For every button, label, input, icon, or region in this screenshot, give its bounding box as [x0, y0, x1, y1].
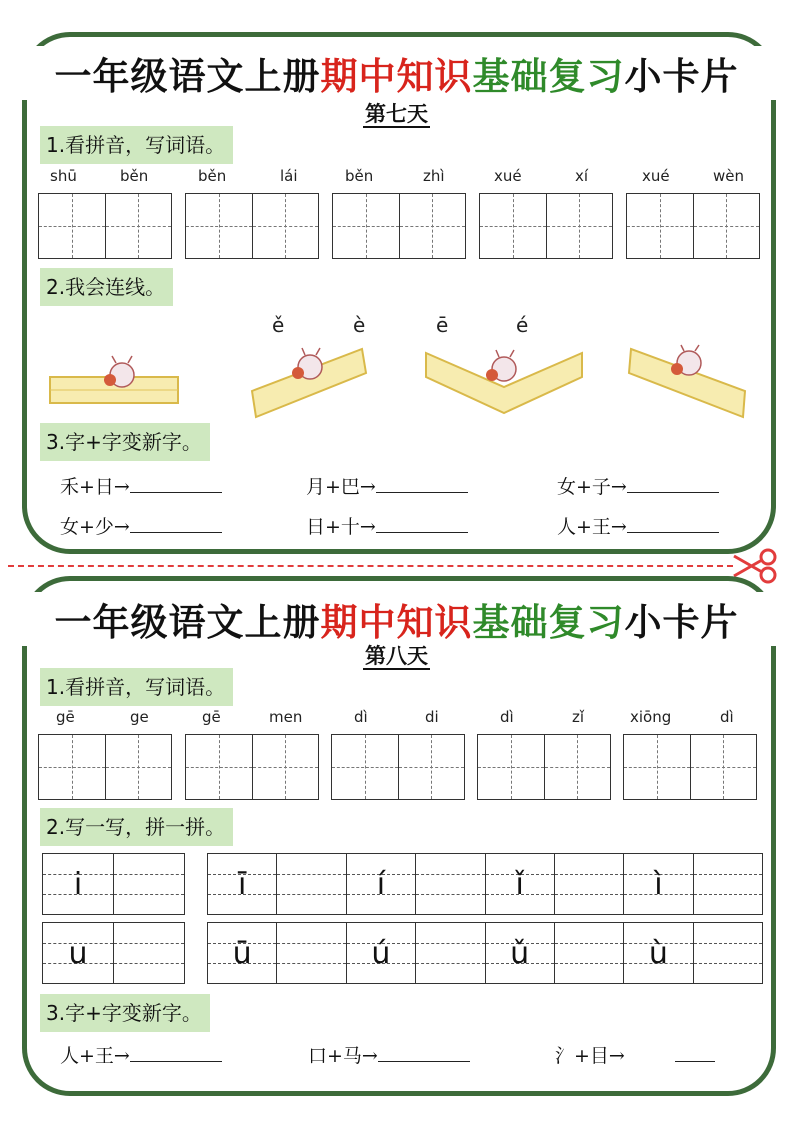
writing-grid[interactable]	[38, 734, 172, 800]
card2-banner	[0, 592, 793, 646]
cut-line	[8, 565, 733, 567]
pinyin-grid[interactable]	[207, 922, 763, 984]
pinyin-label: běn	[345, 167, 374, 185]
pinyin-letter: í	[376, 866, 386, 902]
char-equation: 月+巴→	[306, 472, 468, 499]
writing-grid[interactable]	[185, 734, 319, 800]
section-title: 1.看拼音，写词语。	[40, 126, 233, 164]
pinyin-label: zǐ	[572, 708, 585, 726]
char-equation: 口+马→	[308, 1041, 470, 1068]
pinyin-label: ge	[130, 708, 149, 726]
banner-part2: 期中知识	[320, 600, 473, 644]
pinyin-label: zhì	[423, 167, 445, 185]
char-equation: 人+王→	[60, 1041, 222, 1068]
banner-part1: 一年级语文上册	[54, 54, 321, 98]
writing-grid[interactable]	[623, 734, 757, 800]
pinyin-letter: ù	[648, 935, 668, 971]
pinyin-letter: ú	[371, 935, 391, 971]
banner-part1: 一年级语文上册	[54, 600, 321, 644]
banner-part3: 基础复习	[472, 54, 625, 98]
writing-grid[interactable]	[477, 734, 611, 800]
pinyin-label: dì	[500, 708, 514, 726]
answer-blank[interactable]	[376, 514, 468, 533]
writing-grid[interactable]	[331, 734, 465, 800]
pinyin-label: di	[425, 708, 439, 726]
day-title: 第八天	[365, 643, 428, 668]
pinyin-letter: ì	[654, 866, 663, 902]
pinyin-grid[interactable]	[42, 922, 185, 984]
pinyin-label: men	[269, 708, 303, 726]
section-title: 3.字+字变新字。	[40, 423, 210, 461]
pinyin-grid[interactable]	[207, 853, 763, 915]
answer-blank[interactable]	[376, 474, 468, 493]
pinyin-letter: u	[68, 935, 88, 971]
pinyin-letter: ū	[232, 935, 252, 971]
writing-grid[interactable]	[626, 193, 760, 259]
writing-grid[interactable]	[479, 193, 613, 259]
pinyin-label: xí	[575, 167, 589, 185]
tone-label[interactable]: ē	[436, 313, 449, 337]
pinyin-label: shū	[50, 167, 77, 185]
banner-part4: 小卡片	[624, 54, 739, 98]
section-title: 3.字+字变新字。	[40, 994, 210, 1032]
answer-blank[interactable]	[627, 474, 719, 493]
pinyin-label: lái	[280, 167, 298, 185]
pinyin-label: běn	[198, 167, 227, 185]
char-equation: 女+少→	[60, 512, 222, 539]
answer-blank[interactable]	[675, 1043, 715, 1062]
char-equation: 人+王→	[557, 512, 719, 539]
day-title: 第七天	[365, 101, 428, 126]
pinyin-grid[interactable]	[42, 853, 185, 915]
pinyin-label: dì	[354, 708, 368, 726]
pinyin-label: dì	[720, 708, 734, 726]
rising-slope-image[interactable]	[250, 343, 368, 421]
writing-grid[interactable]	[185, 193, 319, 259]
pinyin-label: běn	[120, 167, 149, 185]
pinyin-letter: i	[73, 866, 83, 902]
tone-label[interactable]: é	[516, 313, 529, 337]
answer-blank[interactable]	[130, 1043, 222, 1062]
answer-blank[interactable]	[627, 514, 719, 533]
section-title: 2.写一写，拼一拼。	[40, 808, 233, 846]
pinyin-label: gē	[202, 708, 221, 726]
section-title: 1.看拼音，写词语。	[40, 668, 233, 706]
flat-slope-image[interactable]	[48, 350, 183, 410]
char-equation: 氵+目→	[555, 1041, 715, 1068]
answer-blank[interactable]	[130, 474, 222, 493]
card1-banner	[0, 46, 793, 100]
valley-slope-image[interactable]	[424, 343, 586, 421]
writing-grid[interactable]	[332, 193, 466, 259]
writing-grid[interactable]	[38, 193, 172, 259]
falling-slope-image[interactable]	[627, 343, 749, 421]
tone-label[interactable]: ě	[272, 313, 285, 337]
pinyin-letter: ǔ	[510, 935, 530, 971]
tone-label[interactable]: è	[353, 313, 366, 337]
char-equation: 女+子→	[557, 472, 719, 499]
answer-blank[interactable]	[378, 1043, 470, 1062]
pinyin-label: xué	[494, 167, 522, 185]
banner-part4: 小卡片	[624, 600, 739, 644]
banner-part3: 基础复习	[472, 600, 625, 644]
answer-blank[interactable]	[130, 514, 222, 533]
section-title: 2.我会连线。	[40, 268, 173, 306]
pinyin-letter: ī	[238, 866, 247, 902]
char-equation: 禾+日→	[60, 472, 222, 499]
banner-part2: 期中知识	[320, 54, 473, 98]
pinyin-label: gē	[56, 708, 75, 726]
pinyin-label: wèn	[713, 167, 745, 185]
pinyin-label: xiōng	[630, 708, 672, 726]
pinyin-label: xué	[642, 167, 670, 185]
pinyin-letter: ǐ	[515, 866, 524, 902]
char-equation: 日+十→	[306, 512, 468, 539]
